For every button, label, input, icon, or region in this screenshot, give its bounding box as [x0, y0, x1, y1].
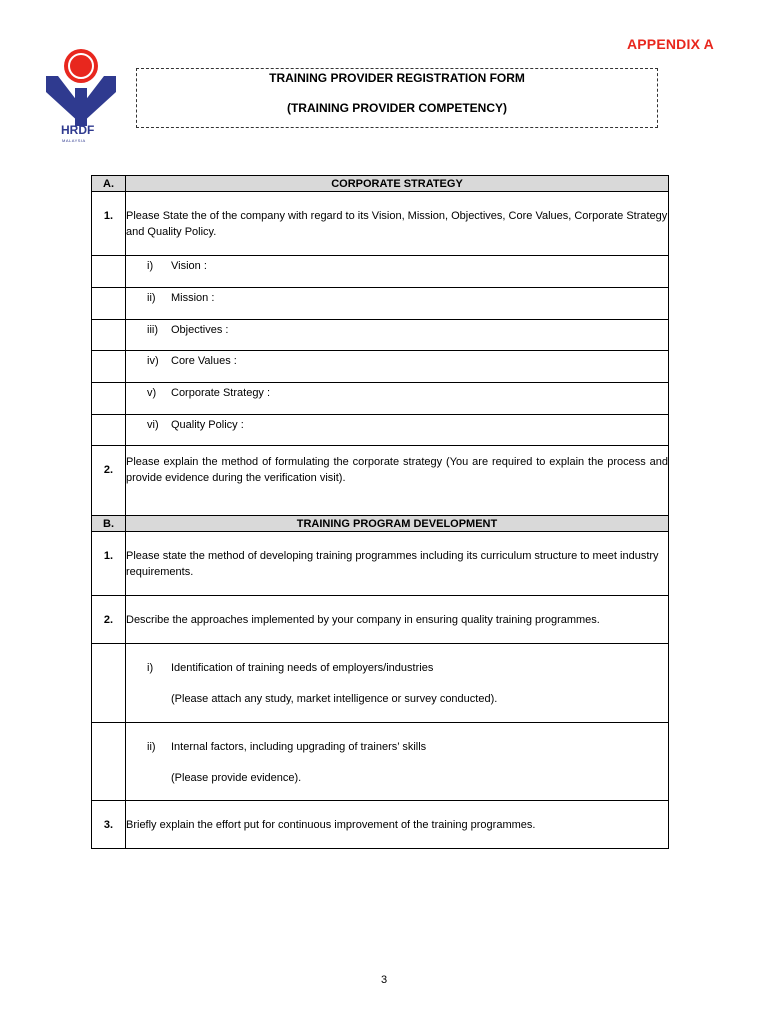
section-b-letter: B. — [92, 516, 126, 532]
answer-row-mission[interactable] — [92, 288, 669, 320]
answer-row-core-values[interactable] — [92, 351, 669, 383]
item-numeral: i) — [147, 260, 154, 272]
section-a-title: CORPORATE STRATEGY — [126, 176, 669, 192]
item-numeral: v) — [147, 387, 157, 399]
item-numeral: iv) — [147, 355, 159, 367]
section-b-header — [92, 516, 669, 532]
item-numeral: ii) — [147, 292, 156, 304]
item-label: Quality Policy : — [171, 419, 244, 431]
item-label: Vision : — [171, 260, 207, 272]
item-label: Identification of training needs of employers/industries — [171, 662, 434, 674]
section-a-question-2 — [92, 446, 669, 516]
section-b-title: TRAINING PROGRAM DEVELOPMENT — [126, 516, 669, 532]
form-title-box — [136, 68, 658, 128]
section-b-question-2 — [92, 596, 669, 644]
page-number: 3 — [380, 974, 388, 986]
hrdf-logo — [44, 48, 118, 148]
question-number: 2. — [103, 614, 114, 626]
answer-row-vision[interactable] — [92, 256, 669, 288]
section-a-header — [92, 176, 669, 192]
logo-subtext: MALAYSIA — [62, 138, 86, 143]
item-label: Mission : — [171, 292, 215, 304]
registration-form-table — [91, 175, 669, 849]
question-number: 1. — [103, 210, 114, 222]
question-text[interactable]: Please explain the method of formulating the corporate strategy (You are required to explain the process and provide evidence during the verification visit). — [126, 456, 668, 484]
hrdf-logo-mark — [44, 48, 118, 126]
item-label: Corporate Strategy : — [171, 387, 271, 399]
section-b-question-1 — [92, 532, 669, 596]
question-text[interactable]: Please State the of the company with regard to its Vision, Mission, Objectives, Core Values, Corporate Strategy and Quality Policy. — [126, 210, 668, 238]
item-note: (Please provide evidence). — [171, 772, 302, 784]
item-numeral: ii) — [147, 741, 156, 753]
question-number: 3. — [103, 819, 114, 831]
question-number: 1. — [103, 550, 114, 562]
item-note: (Please attach any study, market intelligence or survey conducted). — [171, 693, 498, 705]
section-a-letter: A. — [92, 176, 126, 192]
item-numeral: iii) — [147, 324, 158, 336]
section-a-question-1 — [92, 192, 669, 256]
logo-text: HRDF — [61, 123, 95, 137]
question-number: 2. — [103, 464, 114, 476]
item-label: Objectives : — [171, 324, 229, 336]
form-title: TRAINING PROVIDER REGISTRATION FORM — [269, 71, 525, 85]
answer-row-internal-factors[interactable] — [92, 723, 669, 801]
question-text[interactable]: Please state the method of developing training programmes including its curriculum structure to meet industry requirements. — [126, 550, 659, 578]
appendix-label: APPENDIX A — [626, 36, 714, 52]
section-b-question-3 — [92, 801, 669, 849]
answer-row-corporate-strategy[interactable] — [92, 383, 669, 415]
item-numeral: i) — [147, 662, 154, 674]
answer-row-training-needs[interactable] — [92, 644, 669, 723]
question-text[interactable]: Describe the approaches implemented by your company in ensuring quality training programmes. — [126, 614, 600, 626]
item-label: Core Values : — [171, 355, 237, 367]
answer-row-objectives[interactable] — [92, 320, 669, 351]
form-subtitle: (TRAINING PROVIDER COMPETENCY) — [286, 101, 507, 115]
item-numeral: vi) — [147, 419, 159, 431]
item-label: Internal factors, including upgrading of trainers’ skills — [171, 741, 427, 753]
question-text[interactable]: Briefly explain the effort put for continuous improvement of the training programmes. — [126, 819, 536, 831]
answer-row-quality-policy[interactable] — [92, 415, 669, 446]
